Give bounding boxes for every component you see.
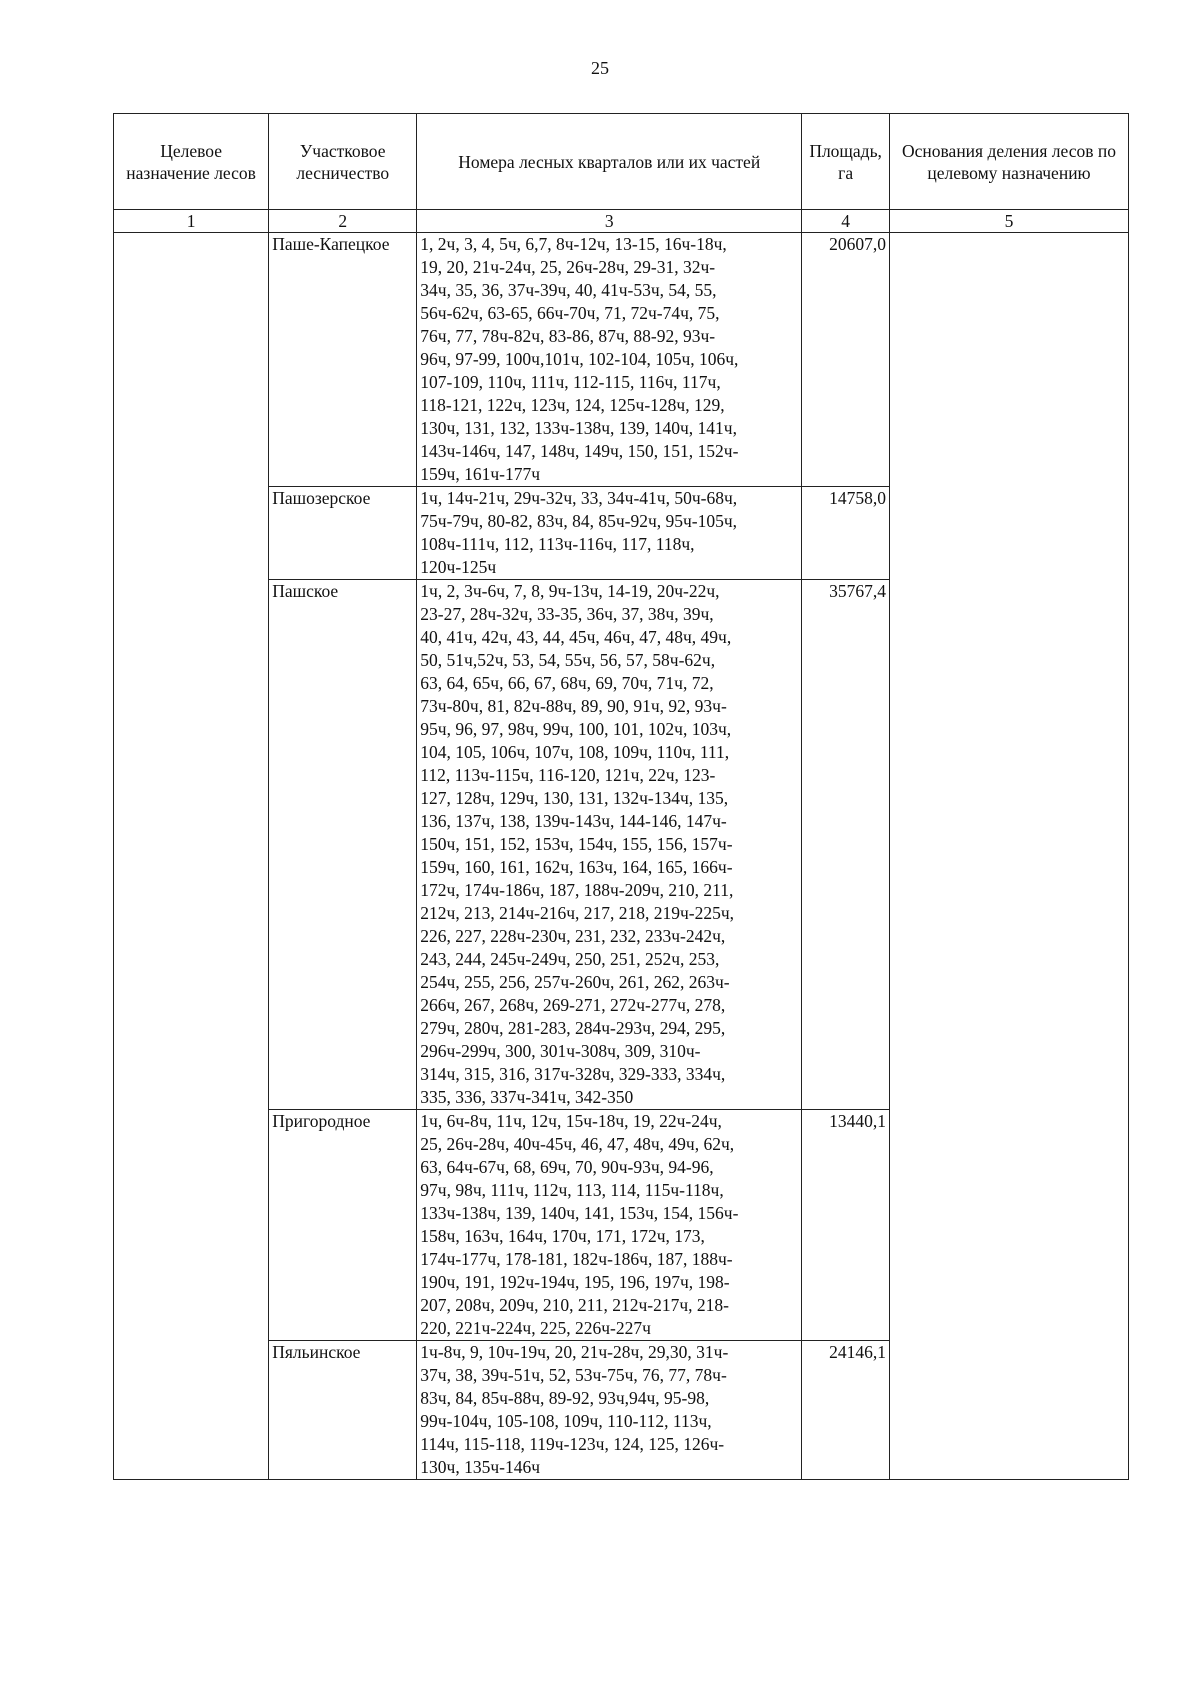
area-value: 13440,1 [802, 1110, 890, 1341]
area-value: 20607,0 [802, 233, 890, 487]
area-value: 35767,4 [802, 580, 890, 1110]
header-district-forestry: Участковое лесничество [269, 114, 417, 210]
column-number: 4 [802, 210, 890, 233]
table-row [114, 233, 1129, 487]
header-forest-purpose: Целевое назначение лесов [114, 114, 269, 210]
column-number: 5 [890, 210, 1129, 233]
column-number-row [114, 210, 1129, 233]
header-division-basis: Основания деления лесов по целевому назначению [890, 114, 1129, 210]
quarter-numbers: 1, 2ч, 3, 4, 5ч, 6,7, 8ч-12ч, 13-15, 16ч-18ч, 19, 20, 21ч-24ч, 25, 26ч-28ч, 29-31, 32ч- 34ч, 35, 36, 37ч-39ч, 40, 41ч-53ч, 54, 55, 56ч-62ч, 63-65, 66ч-70ч, 71, 72ч-74ч, 75, 76ч, 77, 78ч-82ч, 83-86, 87ч, 88-92, 93ч- 96ч, 97-99, 100ч,101ч, 102-104, 105ч, 106ч, 107-109, 110ч, 111ч, 112-115, 116ч, 117ч, 118-121, 122ч, 123ч, 124, 125ч-128ч, 129, 130ч, 131, 132, 133ч-138ч, 139, 140ч, 141ч, 143ч-146ч, 147, 148ч, 149ч, 150, 151, 152ч- 159ч, 161ч-177ч [417, 233, 802, 487]
column-number: 1 [114, 210, 269, 233]
column-number: 2 [269, 210, 417, 233]
page-number: 25 [591, 58, 609, 78]
area-value: 14758,0 [802, 487, 890, 580]
district-name: Пригородное [269, 1110, 417, 1341]
division-basis-cell [890, 233, 1129, 1480]
forest-purpose-cell [114, 233, 269, 1480]
quarter-numbers: 1ч, 6ч-8ч, 11ч, 12ч, 15ч-18ч, 19, 22ч-24ч, 25, 26ч-28ч, 40ч-45ч, 46, 47, 48ч, 49ч, 62ч, 63, 64ч-67ч, 68, 69ч, 70, 90ч-93ч, 94-96, 97ч, 98ч, 111ч, 112ч, 113, 114, 115ч-118ч, 133ч-138ч, 139, 140ч, 141, 153ч, 154, 156ч- 158ч, 163ч, 164ч, 170ч, 171, 172ч, 173, 174ч-177ч, 178-181, 182ч-186ч, 187, 188ч- 190ч, 191, 192ч-194ч, 195, 196, 197ч, 198- 207, 208ч, 209ч, 210, 211, 212ч-217ч, 218- 220, 221ч-224ч, 225, 226ч-227ч [417, 1110, 802, 1341]
district-name: Пяльинское [269, 1341, 417, 1480]
district-name: Пашозерское [269, 487, 417, 580]
quarter-numbers: 1ч, 2, 3ч-6ч, 7, 8, 9ч-13ч, 14-19, 20ч-22ч, 23-27, 28ч-32ч, 33-35, 36ч, 37, 38ч, 39ч, 40, 41ч, 42ч, 43, 44, 45ч, 46ч, 47, 48ч, 49ч, 50, 51ч,52ч, 53, 54, 55ч, 56, 57, 58ч-62ч, 63, 64, 65ч, 66, 67, 68ч, 69, 70ч, 71ч, 72, 73ч-80ч, 81, 82ч-88ч, 89, 90, 91ч, 92, 93ч- 95ч, 96, 97, 98ч, 99ч, 100, 101, 102ч, 103ч, 104, 105, 106ч, 107ч, 108, 109ч, 110ч, 111, 112, 113ч-115ч, 116-120, 121ч, 22ч, 123- 127, 128ч, 129ч, 130, 131, 132ч-134ч, 135, 136, 137ч, 138, 139ч-143ч, 144-146, 147ч- 150ч, 151, 152, 153ч, 154ч, 155, 156, 157ч- 159ч, 160, 161, 162ч, 163ч, 164, 165, 166ч- 172ч, 174ч-186ч, 187, 188ч-209ч, 210, 211, 212ч, 213, 214ч-216ч, 217, 218, 219ч-225ч, 226, 227, 228ч-230ч, 231, 232, 233ч-242ч, 243, 244, 245ч-249ч, 250, 251, 252ч, 253, 254ч, 255, 256, 257ч-260ч, 261, 262, 263ч- 266ч, 267, 268ч, 269-271, 272ч-277ч, 278, 279ч, 280ч, 281-283, 284ч-293ч, 294, 295, 296ч-299ч, 300, 301ч-308ч, 309, 310ч- 314ч, 315, 316, 317ч-328ч, 329-333, 334ч, 335, 336, 337ч-341ч, 342-350 [417, 580, 802, 1110]
forest-quarters-table [113, 113, 1129, 1480]
header-quarter-numbers: Номера лесных кварталов или их частей [417, 114, 802, 210]
header-area: Площадь, га [802, 114, 890, 210]
quarter-numbers: 1ч-8ч, 9, 10ч-19ч, 20, 21ч-28ч, 29,30, 31ч- 37ч, 38, 39ч-51ч, 52, 53ч-75ч, 76, 77, 78ч- 83ч, 84, 85ч-88ч, 89-92, 93ч,94ч, 95-98, 99ч-104ч, 105-108, 109ч, 110-112, 113ч, 114ч, 115-118, 119ч-123ч, 124, 125, 126ч- 130ч, 135ч-146ч [417, 1341, 802, 1480]
quarter-numbers: 1ч, 14ч-21ч, 29ч-32ч, 33, 34ч-41ч, 50ч-68ч, 75ч-79ч, 80-82, 83ч, 84, 85ч-92ч, 95ч-105ч, 108ч-111ч, 112, 113ч-116ч, 117, 118ч, 120ч-125ч [417, 487, 802, 580]
district-name: Паше-Капецкое [269, 233, 417, 487]
area-value: 24146,1 [802, 1341, 890, 1480]
table-header-row [114, 114, 1129, 210]
district-name: Пашское [269, 580, 417, 1110]
column-number: 3 [417, 210, 802, 233]
